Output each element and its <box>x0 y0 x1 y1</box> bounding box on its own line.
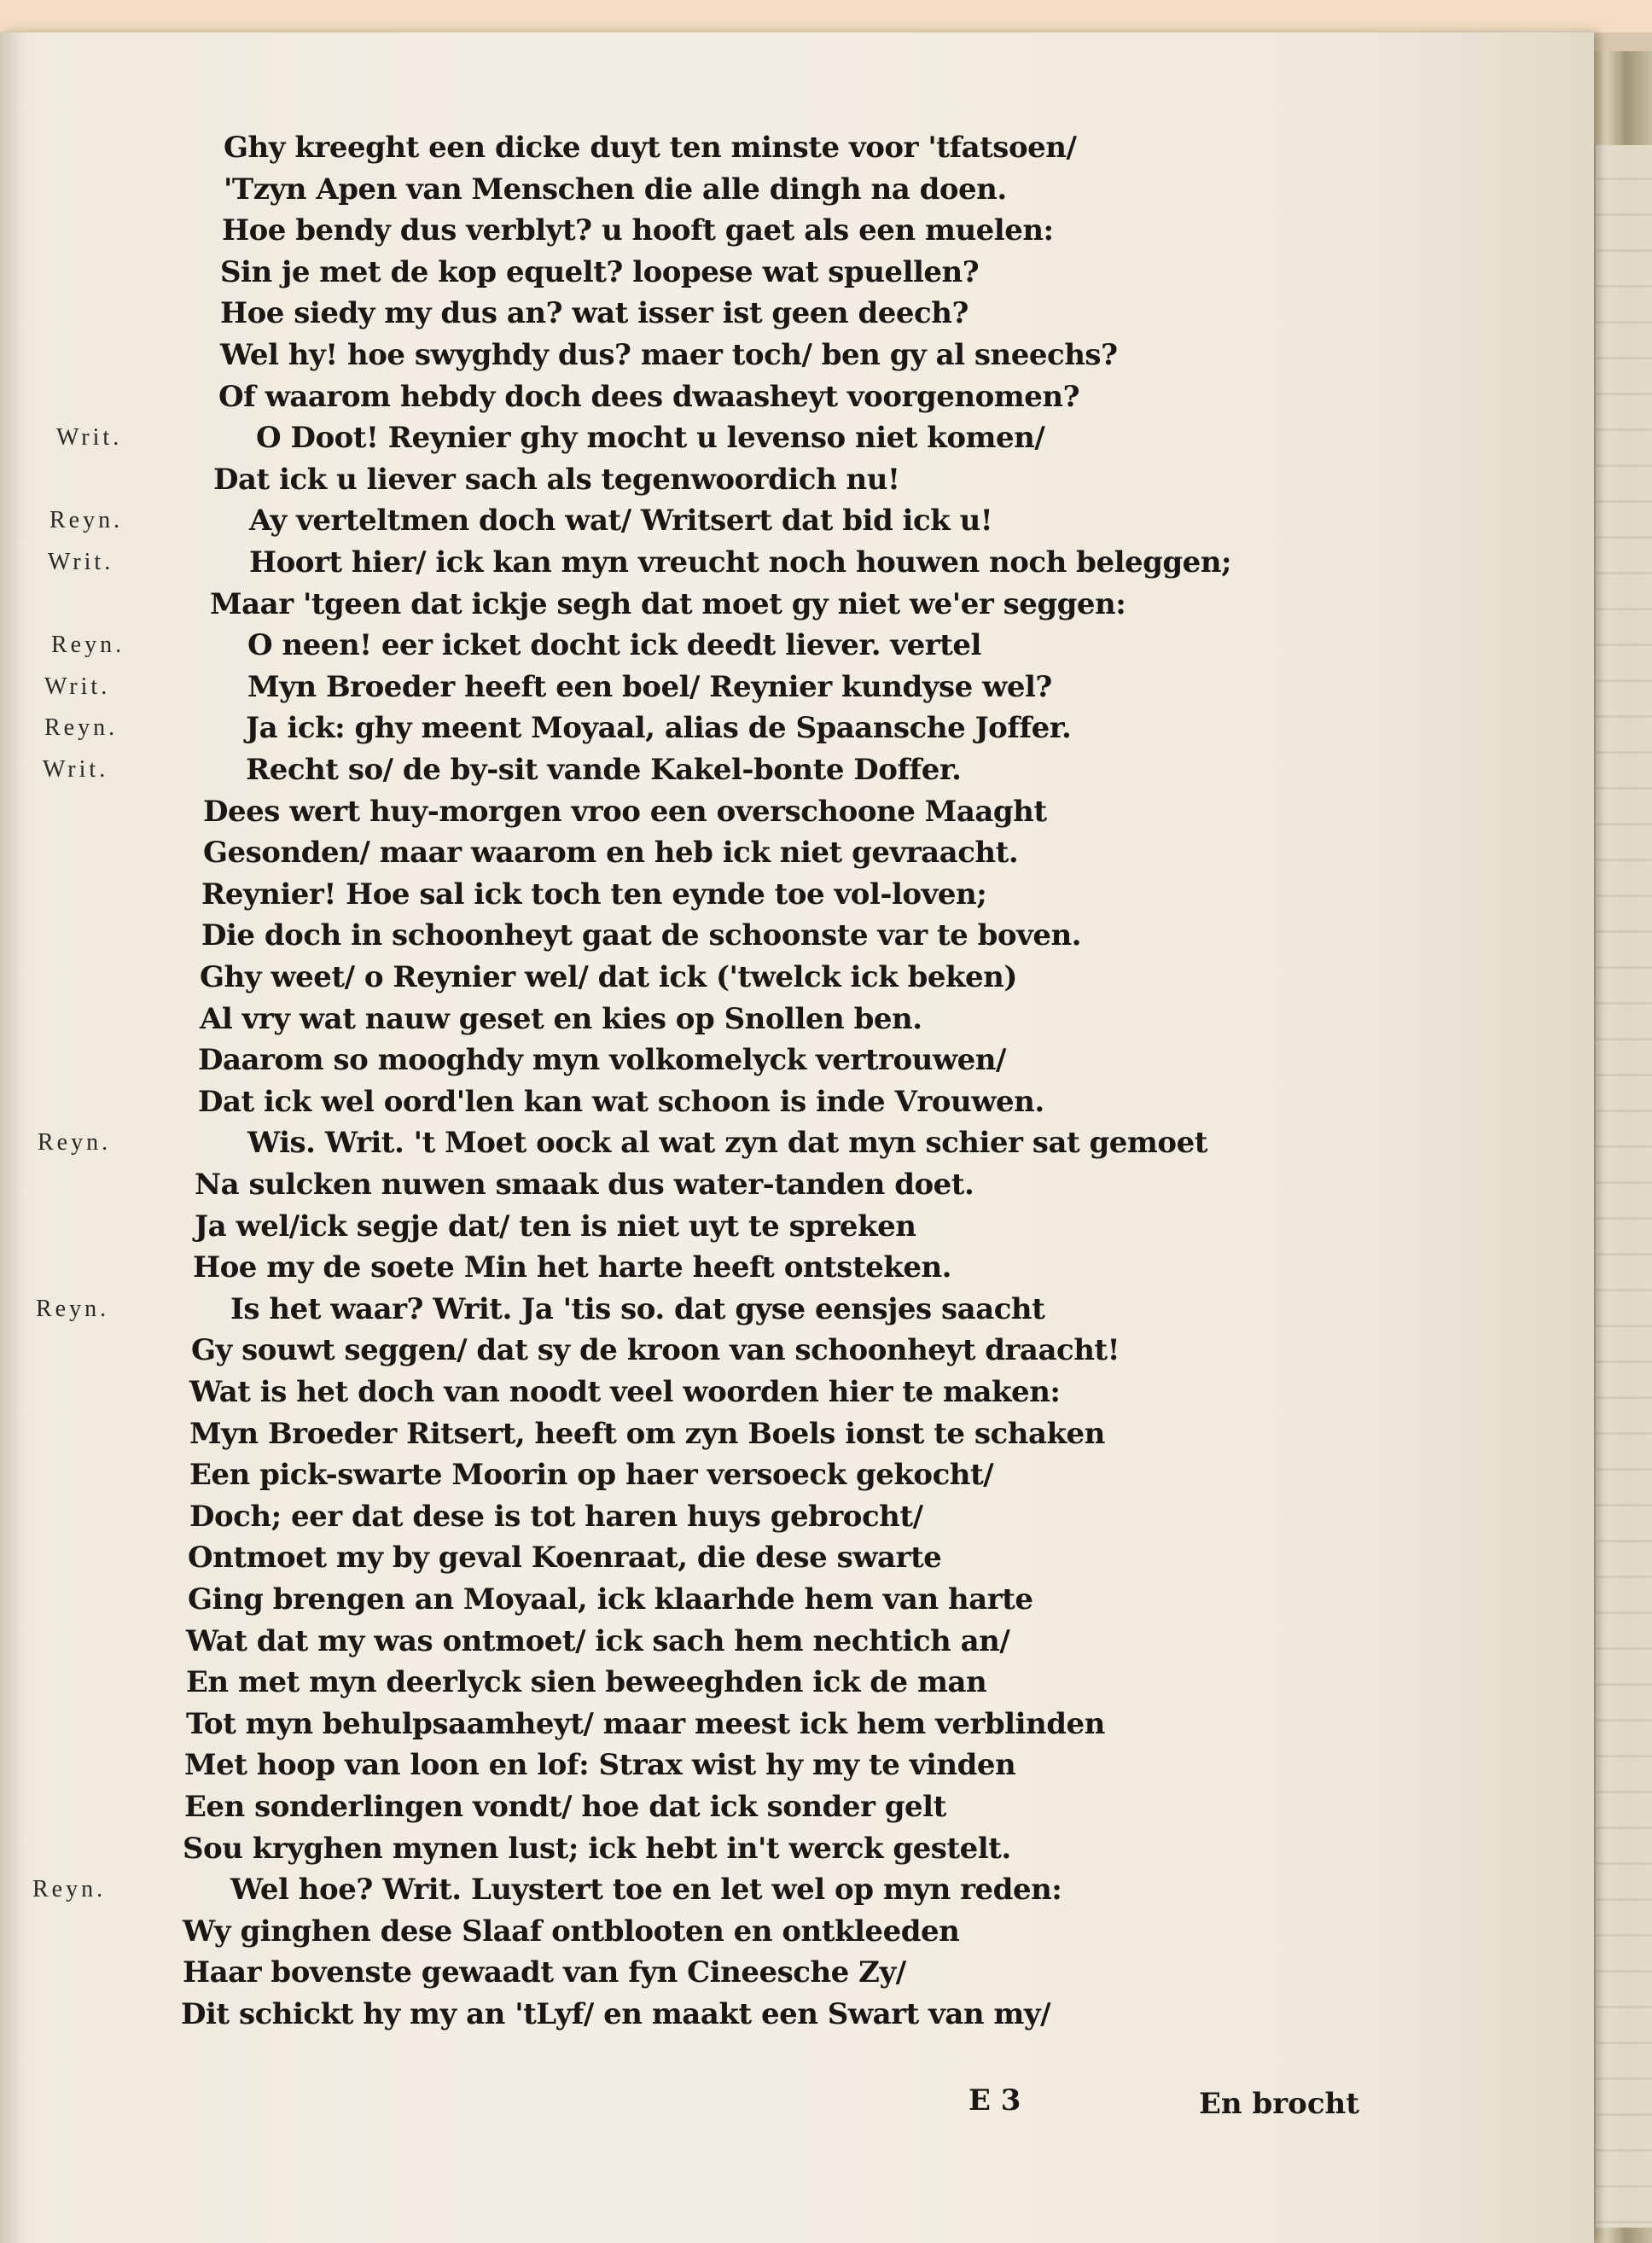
verse-line: Ghy weet/ o Reynier wel/ dat ick ('twelck ick beken) <box>200 960 1017 994</box>
verse-line: Sou kryghen mynen lust; ick hebt in't werck gestelt. <box>183 1832 1011 1866</box>
speaker-label: Writ. <box>56 424 123 451</box>
speaker-label: Writ. <box>48 549 114 575</box>
verse-line: Dat ick u liever sach als tegenwoordich nu! <box>213 463 900 497</box>
verse-line: Een pick-swarte Moorin op haer versoeck gekocht/ <box>189 1458 994 1492</box>
catchword: En brocht <box>1199 2087 1359 2121</box>
book-page <box>0 32 1594 2243</box>
verse-line: Dees wert huy-morgen vroo een overschoone Maaght <box>203 795 1047 829</box>
verse-line: Wel hoe? Writ. Luystert toe en let wel op myn reden: <box>230 1873 1062 1907</box>
speaker-label: Reyn. <box>51 632 125 658</box>
speaker-label: Reyn. <box>36 1296 110 1322</box>
verse-line: Wat dat my was ontmoet/ ick sach hem nechtich an/ <box>186 1624 1010 1658</box>
verse-line: Hoort hier/ ick kan myn vreucht noch houwen noch beleggen; <box>249 545 1232 580</box>
speaker-label: Reyn. <box>44 714 119 741</box>
verse-line: Een sonderlingen vondt/ hoe dat ick sonder gelt <box>184 1790 946 1824</box>
verse-line: Hoe my de soete Min het harte heeft ontsteken. <box>193 1250 952 1285</box>
verse-line: Dat ick wel oord'len kan wat schoon is inde Vrouwen. <box>198 1085 1044 1119</box>
verse-line: Recht so/ de by-sit vande Kakel-bonte Doffer. <box>246 753 962 787</box>
verse-line: Is het waar? Writ. Ja 'tis so. dat gyse eensjes saacht <box>230 1292 1045 1326</box>
underlying-page-edge <box>1596 145 1652 2228</box>
verse-line: Wis. Writ. 't Moet oock al wat zyn dat myn schier sat gemoet <box>247 1126 1207 1160</box>
verse-line: Gesonden/ maar waarom en heb ick niet gevraacht. <box>203 836 1019 870</box>
verse-line: Ontmoet my by geval Koenraat, die dese swarte <box>188 1541 942 1575</box>
speaker-label: Reyn. <box>32 1876 107 1902</box>
verse-line: Tot myn behulpsaamheyt/ maar meest ick hem verblinden <box>186 1707 1105 1741</box>
verse-line: Daarom so mooghdy myn volkomelyck vertrouwen/ <box>198 1043 1006 1077</box>
verse-line: Ay verteltmen doch wat/ Writsert dat bid ick u! <box>249 504 993 538</box>
verse-line: Ja ick: ghy meent Moyaal, alias de Spaansche Joffer. <box>246 711 1072 745</box>
verse-line: Ging brengen an Moyaal, ick klaarhde hem van harte <box>188 1582 1033 1617</box>
verse-line: Hoe bendy dus verblyt? u hooft gaet als een muelen: <box>222 213 1054 248</box>
verse-line: Dit schickt hy my an 'tLyf/ en maakt een Swart van my/ <box>181 1997 1051 2031</box>
verse-line: Haar bovenste gewaadt van fyn Cineesche Zy/ <box>183 1955 906 1990</box>
verse-line: 'Tzyn Apen van Menschen die alle dingh na doen. <box>224 172 1007 207</box>
verse-line: Wy ginghen dese Slaaf ontblooten en ontkleeden <box>183 1914 960 1949</box>
verse-line: Sin je met de kop equelt? loopese wat spuellen? <box>220 255 980 289</box>
verse-line: Gy souwt seggen/ dat sy de kroon van schoonheyt draacht! <box>191 1333 1120 1367</box>
verse-line: Of waarom hebdy doch dees dwaasheyt voorgenomen? <box>218 380 1079 414</box>
verse-line: Reynier! Hoe sal ick toch ten eynde toe vol-loven; <box>201 877 987 912</box>
verse-line: O Doot! Reynier ghy mocht u levenso niet komen/ <box>256 421 1045 455</box>
verse-line: Die doch in schoonheyt gaat de schoonste var te boven. <box>201 918 1082 953</box>
verse-line: Wel hy! hoe swyghdy dus? maer toch/ ben gy al sneechs? <box>220 338 1118 372</box>
background-top-band <box>0 0 1652 32</box>
signature-mark: E 3 <box>969 2083 1021 2118</box>
verse-line: Met hoop van loon en lof: Strax wist hy my te vinden <box>184 1748 1016 1782</box>
verse-line: Doch; eer dat dese is tot haren huys gebrocht/ <box>189 1500 923 1534</box>
verse-line: Wat is het doch van noodt veel woorden hier te maken: <box>189 1375 1061 1409</box>
verse-line: Myn Broeder heeft een boel/ Reynier kundyse wel? <box>247 670 1052 704</box>
verse-line: Hoe siedy my dus an? wat isser ist geen deech? <box>220 296 969 330</box>
verse-line: Myn Broeder Ritsert, heeft om zyn Boels ionst te schaken <box>189 1417 1105 1451</box>
speaker-label: Writ. <box>44 673 111 700</box>
speaker-label: Writ. <box>43 756 109 783</box>
verse-line: En met myn deerlyck sien beweeghden ick de man <box>186 1665 987 1699</box>
verse-line: Na sulcken nuwen smaak dus water-tanden doet. <box>195 1168 974 1202</box>
verse-line: Al vry wat nauw geset en kies op Snollen ben. <box>200 1002 922 1036</box>
verse-line: Ja wel/ick segje dat/ ten is niet uyt te spreken <box>195 1209 916 1244</box>
verse-line: O neen! eer icket docht ick deedt liever. vertel <box>247 628 981 662</box>
speaker-label: Reyn. <box>38 1129 112 1156</box>
speaker-label: Reyn. <box>49 507 124 533</box>
verse-line: Maar 'tgeen dat ickje segh dat moet gy niet we'er seggen: <box>210 587 1126 621</box>
verse-line: Ghy kreeght een dicke duyt ten minste voor 'tfatsoen/ <box>224 131 1077 165</box>
